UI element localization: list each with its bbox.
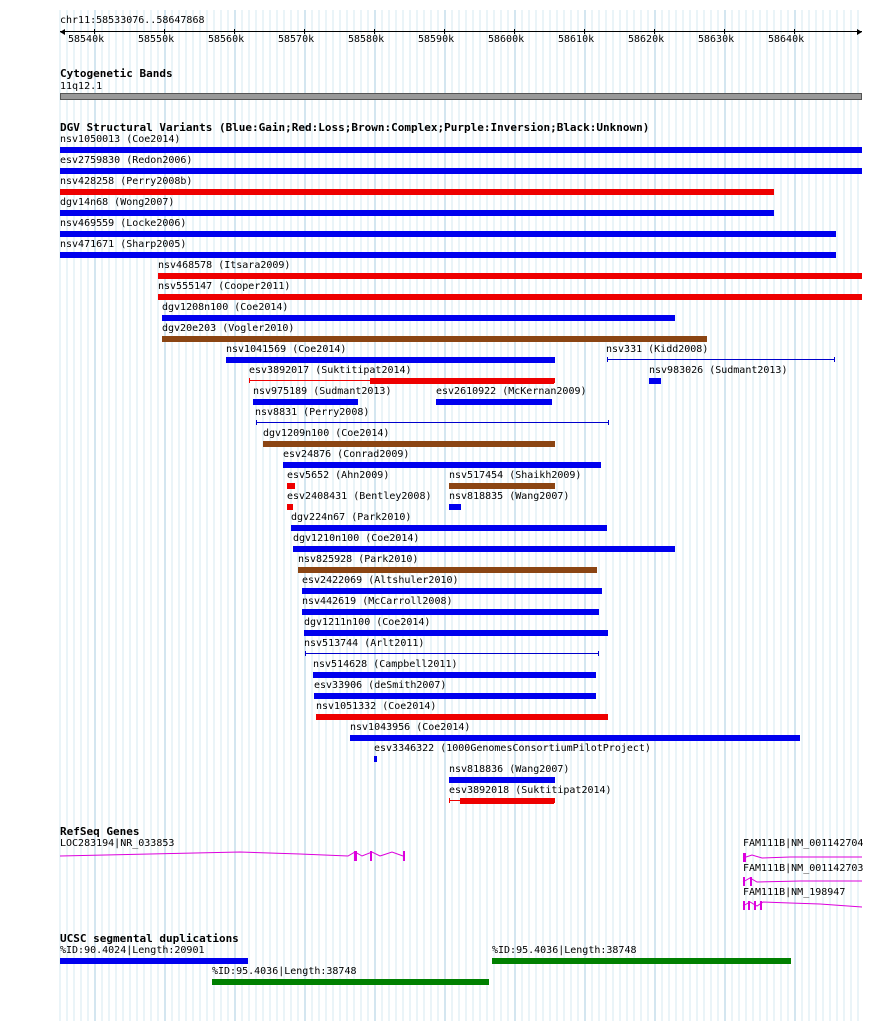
dgv-variant-label: esv3346322 (1000GenomesConsortiumPilotProject) xyxy=(374,743,651,754)
dgv-variant-bar[interactable] xyxy=(158,273,862,279)
dgv-variant-bar[interactable] xyxy=(460,798,554,804)
segdup-track-title: UCSC segmental duplications xyxy=(60,932,239,945)
dgv-variant-end-tick xyxy=(834,357,835,362)
refseq-track-title: RefSeq Genes xyxy=(60,825,140,838)
dgv-variant-end-tick xyxy=(554,378,555,383)
dgv-variant-label: esv2759830 (Redon2006) xyxy=(60,155,193,166)
dgv-variant-end-tick xyxy=(256,420,257,425)
dgv-variant-label: nsv1041569 (Coe2014) xyxy=(226,344,347,355)
dgv-variant-bar[interactable] xyxy=(449,777,555,783)
ruler[interactable] xyxy=(60,29,862,49)
dgv-variant-bar[interactable] xyxy=(253,399,358,405)
ruler-tick-label: 58550k xyxy=(138,34,175,45)
dgv-variant-label: dgv1211n100 (Coe2014) xyxy=(304,617,431,628)
dgv-variant-end-tick xyxy=(607,357,608,362)
dgv-variant-bar[interactable] xyxy=(305,653,598,654)
dgv-variant-bar[interactable] xyxy=(374,756,377,762)
segdup-bar[interactable] xyxy=(492,958,791,964)
dgv-variant-bar[interactable] xyxy=(649,378,661,384)
dgv-variant-bar[interactable] xyxy=(314,693,596,699)
dgv-variant-bar[interactable] xyxy=(60,147,862,153)
dgv-variant-bar[interactable] xyxy=(304,630,608,636)
dgv-variant-label: nsv555147 (Cooper2011) xyxy=(158,281,291,292)
cytoband-bar[interactable] xyxy=(60,93,862,100)
ruler-tick-label: 58560k xyxy=(208,34,245,45)
dgv-variant-end-tick xyxy=(554,798,555,803)
dgv-variant-label: nsv975189 (Sudmant2013) xyxy=(253,386,392,397)
dgv-variant-bar[interactable] xyxy=(302,588,602,594)
dgv-variant-label: esv3892018 (Suktitipat2014) xyxy=(449,785,612,796)
ruler-left-arrow xyxy=(60,29,65,35)
refseq-gene-label: LOC283194|NR_033853 xyxy=(60,838,175,849)
dgv-variant-bar[interactable] xyxy=(298,567,597,573)
segdup-bar[interactable] xyxy=(60,958,248,964)
ruler-tick-label: 58570k xyxy=(278,34,315,45)
dgv-variant-label: nsv514628 (Campbell2011) xyxy=(313,659,458,670)
dgv-variant-label: nsv1051332 (Coe2014) xyxy=(316,701,437,712)
dgv-variant-label: esv3892017 (Suktitipat2014) xyxy=(249,365,412,376)
refseq-gene-label: FAM111B|NM_001142703 xyxy=(743,863,864,874)
dgv-variant-bar[interactable] xyxy=(256,422,608,423)
dgv-variant-label: esv33906 (deSmith2007) xyxy=(314,680,447,691)
dgv-variant-bar[interactable] xyxy=(162,315,675,321)
dgv-variant-label: nsv825928 (Park2010) xyxy=(298,554,419,565)
dgv-variant-label: dgv1209n100 (Coe2014) xyxy=(263,428,390,439)
ruler-tick-label: 58620k xyxy=(628,34,665,45)
dgv-variant-bar[interactable] xyxy=(60,189,774,195)
dgv-variant-bar[interactable] xyxy=(162,336,707,342)
cytoband-label: 11q12.1 xyxy=(60,81,103,92)
dgv-variant-bar[interactable] xyxy=(449,483,555,489)
dgv-variant-bar[interactable] xyxy=(370,378,554,384)
dgv-variant-label: nsv983026 (Sudmant2013) xyxy=(649,365,788,376)
dgv-variant-bar[interactable] xyxy=(436,399,552,405)
ruler-right-arrow xyxy=(857,29,862,35)
segdup-label: %ID:95.4036|Length:38748 xyxy=(492,945,637,956)
dgv-variant-bar[interactable] xyxy=(350,735,800,741)
ruler-tick-label: 58580k xyxy=(348,34,385,45)
dgv-variant-label: nsv468578 (Itsara2009) xyxy=(158,260,291,271)
dgv-variant-label: esv24876 (Conrad2009) xyxy=(283,449,410,460)
dgv-variant-bar[interactable] xyxy=(313,672,596,678)
segdup-bar[interactable] xyxy=(212,979,489,985)
ruler-tick-label: 58640k xyxy=(768,34,805,45)
ruler-line xyxy=(60,31,862,32)
dgv-variant-bar[interactable] xyxy=(263,441,555,447)
dgv-variant-label: dgv1208n100 (Coe2014) xyxy=(162,302,289,313)
dgv-variant-label: nsv471671 (Sharp2005) xyxy=(60,239,187,250)
dgv-variant-bar[interactable] xyxy=(291,525,607,531)
dgv-variant-label: nsv1043956 (Coe2014) xyxy=(350,722,471,733)
dgv-variant-label: nsv517454 (Shaikh2009) xyxy=(449,470,582,481)
dgv-variant-bar[interactable] xyxy=(60,252,836,258)
dgv-variant-label: esv2610922 (McKernan2009) xyxy=(436,386,587,397)
dgv-variant-label: nsv442619 (McCarroll2008) xyxy=(302,596,453,607)
dgv-variant-bar[interactable] xyxy=(283,462,601,468)
dgv-variant-bar[interactable] xyxy=(287,504,293,510)
dgv-variant-label: dgv224n67 (Park2010) xyxy=(291,512,412,523)
dgv-variant-label: esv2422069 (Altshuler2010) xyxy=(302,575,459,586)
dgv-variant-label: esv5652 (Ahn2009) xyxy=(287,470,390,481)
dgv-variant-bar[interactable] xyxy=(60,168,862,174)
dgv-variant-label: nsv469559 (Locke2006) xyxy=(60,218,187,229)
dgv-variant-bar[interactable] xyxy=(293,546,675,552)
ruler-tick-label: 58540k xyxy=(68,34,105,45)
refseq-gene-label: FAM111B|NM_198947 xyxy=(743,887,846,898)
dgv-variant-end-tick xyxy=(305,651,306,656)
dgv-variant-label: dgv14n68 (Wong2007) xyxy=(60,197,175,208)
dgv-variant-end-tick xyxy=(608,420,609,425)
ruler-tick-label: 58590k xyxy=(418,34,455,45)
dgv-variant-bar[interactable] xyxy=(60,231,836,237)
dgv-variant-label: nsv818836 (Wang2007) xyxy=(449,764,570,775)
dgv-track-title: DGV Structural Variants (Blue:Gain;Red:Loss;Brown:Complex;Purple:Inversion;Black:Unknown) xyxy=(60,121,650,134)
ruler-tick-label: 58610k xyxy=(558,34,595,45)
cytoband-track-title: Cytogenetic Bands xyxy=(60,67,173,80)
dgv-variant-end-tick xyxy=(598,651,599,656)
dgv-variant-label: dgv20e203 (Vogler2010) xyxy=(162,323,295,334)
refseq-gene-label: FAM111B|NM_001142704 xyxy=(743,838,864,849)
segdup-label: %ID:90.4024|Length:20901 xyxy=(60,945,205,956)
segdup-label: %ID:95.4036|Length:38748 xyxy=(212,966,357,977)
dgv-variant-label: nsv513744 (Arlt2011) xyxy=(304,638,425,649)
dgv-variant-label: nsv331 (Kidd2008) xyxy=(606,344,709,355)
dgv-variant-label: nsv8831 (Perry2008) xyxy=(255,407,370,418)
dgv-variant-bar[interactable] xyxy=(302,609,599,615)
position-label: chr11:58533076..58647868 xyxy=(60,15,205,26)
dgv-variant-bar[interactable] xyxy=(60,210,774,216)
ruler-tick-label: 58630k xyxy=(698,34,735,45)
dgv-variant-bar[interactable] xyxy=(316,714,608,720)
dgv-variant-bar[interactable] xyxy=(226,357,555,363)
dgv-variant-end-tick xyxy=(249,378,250,383)
dgv-variant-bar[interactable] xyxy=(158,294,862,300)
dgv-variant-label: dgv1210n100 (Coe2014) xyxy=(293,533,420,544)
dgv-variant-label: nsv818835 (Wang2007) xyxy=(449,491,570,502)
dgv-variant-bar[interactable] xyxy=(287,483,295,489)
dgv-variant-bar[interactable] xyxy=(449,504,461,510)
ruler-tick-label: 58600k xyxy=(488,34,525,45)
dgv-variant-end-tick xyxy=(449,798,450,803)
dgv-variant-label: nsv428258 (Perry2008b) xyxy=(60,176,193,187)
dgv-variant-label: nsv1050013 (Coe2014) xyxy=(60,134,181,145)
dgv-variant-label: esv2408431 (Bentley2008) xyxy=(287,491,432,502)
dgv-variant-bar[interactable] xyxy=(607,359,834,360)
